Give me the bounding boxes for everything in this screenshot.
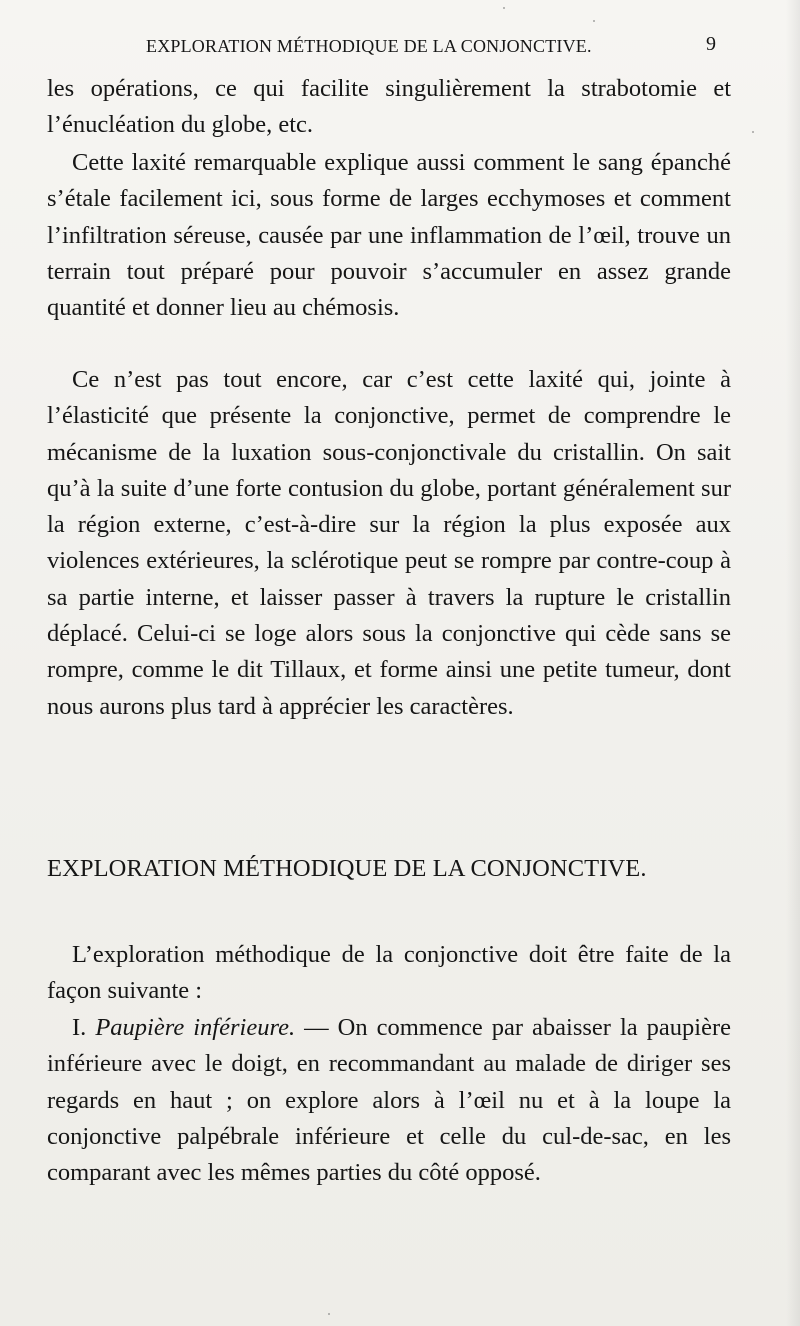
paragraph-luxation: Ce n’est pas tout encore, car c’est cette laxité qui, jointe à l’élasticité que présente la conjonctive, permet de comprendre le mécanisme de la luxation sous-conjonctivale du cristallin. On sait qu’à la suite d’une forte contusion du globe, portant généralement sur la région externe, c’est-à-dire sur la région la plus exposée aux violences extérieures, la sclérotique peut se rompre par contre-coup à sa partie interne, et laisser passer à travers la rupture le cristallin déplacé. Celui-ci se loge alors sous la conjonctive qui cède sans se rompre, comme le dit Tillaux, et forme ainsi une petite tumeur, dont nous aurons plus tard à apprécier les caractères. [47, 366, 731, 720]
running-header-title: EXPLORATION MÉTHODIQUE DE LA CONJONCTIVE. [146, 36, 592, 56]
paper-speck [503, 7, 505, 9]
italic-subheading: Paupière inférieure. [95, 1014, 296, 1041]
page-number: 9 [706, 33, 716, 55]
paper-speck [593, 20, 595, 22]
page-edge-shadow [786, 0, 800, 1326]
paragraph-lower-eyelid [47, 1010, 731, 1191]
paragraph-continuation: les opérations, ce qui facilite singulièrement la strabotomie et l’énucléation du globe, etc. [47, 75, 731, 139]
paper-speck [328, 1313, 330, 1315]
section-number: I. [72, 1014, 87, 1041]
paragraph-laxity: Cette laxité remarquable explique aussi comment le sang épanché s’étale facilement ici, sous forme de larges ecchymoses et comment l’infiltration séreuse, causée par une inflammation de l’œil, trouve un terrain tout préparé pour pouvoir s’accumuler en assez grande quantité et donner lieu au chémosis. [47, 149, 731, 322]
section-heading: EXPLORATION MÉTHODIQUE DE LA CONJONCTIVE. [47, 855, 647, 882]
paper-speck [752, 131, 754, 133]
paragraph-exploration-intro: L’exploration méthodique de la conjonctive doit être faite de la façon suivante : [47, 941, 731, 1005]
lower-eyelid-text: — On commence par abaisser la paupière inférieure avec le doigt, en recommandant au malade de diriger ses regards en haut ; on explore alors à l’œil nu et à la loupe la conjonctive palpébrale inférieure et celle du cul-de-sac, en les comparant avec les mêmes parties du côté opposé. [47, 1014, 731, 1187]
